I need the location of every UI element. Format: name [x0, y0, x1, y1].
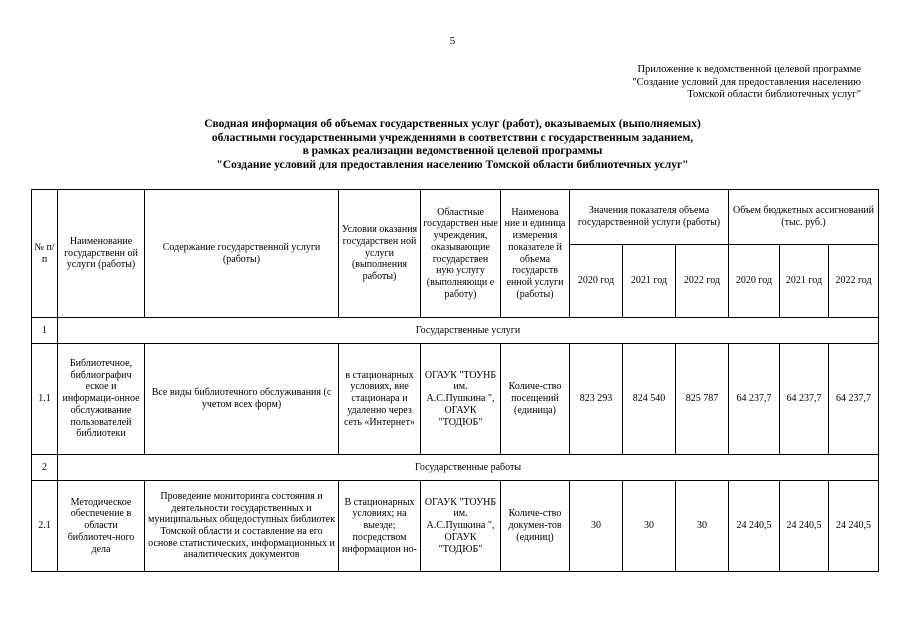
appendix-line: "Создание условий для предоставления населению [632, 76, 861, 88]
appendix-line: Приложение к ведомственной целевой программе [637, 64, 861, 75]
header-year: 2022 год [829, 245, 879, 318]
section-num: 1 [32, 318, 58, 344]
header-conditions: Условия оказания государствен ной услуги (выполнения работы) [339, 190, 421, 318]
header-year: 2021 год [780, 245, 829, 318]
header-num: № п/п [32, 190, 58, 318]
service-indicator: Количе-ство посещений (единица) [501, 344, 570, 455]
row-num: 1.1 [32, 344, 58, 455]
section-row [32, 318, 879, 344]
section-num: 2 [32, 455, 58, 481]
budget-cell: 24 240,5 [829, 481, 879, 572]
header-name: Наименование государственн ой услуги (работы) [58, 190, 145, 318]
service-institutions: ОГАУК "ТОУНБ им. А.С.Пушкина ", ОГАУК "ТОДЮБ" [421, 344, 501, 455]
budget-cell: 24 240,5 [729, 481, 780, 572]
page-number: 5 [449, 35, 456, 47]
budget-cell: 24 240,5 [780, 481, 829, 572]
budget-cell: 64 237,7 [829, 344, 879, 455]
document-title [0, 118, 905, 172]
value-cell: 823 293 [570, 344, 623, 455]
header-year: 2020 год [729, 245, 780, 318]
table-row [32, 344, 879, 455]
value-cell: 30 [570, 481, 623, 572]
header-year: 2022 год [676, 245, 729, 318]
budget-cell: 64 237,7 [780, 344, 829, 455]
service-content: Все виды библиотечного обслуживания (с учетом всех форм) [145, 344, 339, 455]
section-label: Государственные работы [58, 455, 879, 481]
title-line: "Создание условий для предоставления населению Томской области библиотечных услуг" [216, 158, 689, 171]
header-budget-group: Объем бюджетных ассигнований (тыс. руб.) [729, 190, 879, 245]
service-conditions: В стационарных условиях; на выезде; посредством информацион но- [339, 481, 421, 572]
appendix-line: Томской области библиотечных услуг" [687, 89, 861, 100]
table-row [32, 481, 879, 572]
value-cell: 824 540 [623, 344, 676, 455]
section-row [32, 455, 879, 481]
header-indicator: Наименова ние и единица измерения показателе й объема государств енной услуги (работы) [501, 190, 570, 318]
header-year: 2020 год [570, 245, 623, 318]
service-name: Библиотечное, библиографич еское и информаци-онное обслуживание пользователей библиотеки [58, 344, 145, 455]
value-cell: 30 [623, 481, 676, 572]
header-content: Содержание государственной услуги (работы) [145, 190, 339, 318]
row-num: 2.1 [32, 481, 58, 572]
appendix-note [632, 64, 861, 102]
service-conditions: в стационарных условиях, вне стационара и удаленно через сеть «Интернет» [339, 344, 421, 455]
section-label: Государственные услуги [58, 318, 879, 344]
service-indicator: Количе-ство докумен-тов (единиц) [501, 481, 570, 572]
value-cell: 30 [676, 481, 729, 572]
title-line: областными государственными учреждениями в соответствии с государственным заданием, [211, 131, 694, 144]
title-line: в рамках реализации ведомственной целевой программы [302, 145, 603, 157]
title-line: Сводная информация об объемах государственных услуг (работ), оказываемых (выполняемых) [204, 118, 701, 130]
header-year: 2021 год [623, 245, 676, 318]
service-name: Методическое обеспечение в области библиотеч-ного дела [58, 481, 145, 572]
service-content: Проведение мониторинга состояния и деятельности государственных и муниципальных общедоступных библиотек Томской области и составление на его основе статистических, информационных и аналитических документов [145, 481, 339, 572]
summary-table [31, 189, 879, 572]
header-row [32, 190, 879, 245]
budget-cell: 64 237,7 [729, 344, 780, 455]
header-values-group: Значения показателя объема государственной услуги (работы) [570, 190, 729, 245]
value-cell: 825 787 [676, 344, 729, 455]
service-institutions: ОГАУК "ТОУНБ им. А.С.Пушкина ", ОГАУК "ТОДЮБ" [421, 481, 501, 572]
header-institutions: Областные государствен ные учреждения, оказывающие государствен ную услугу (выполняющи е работу) [421, 190, 501, 318]
